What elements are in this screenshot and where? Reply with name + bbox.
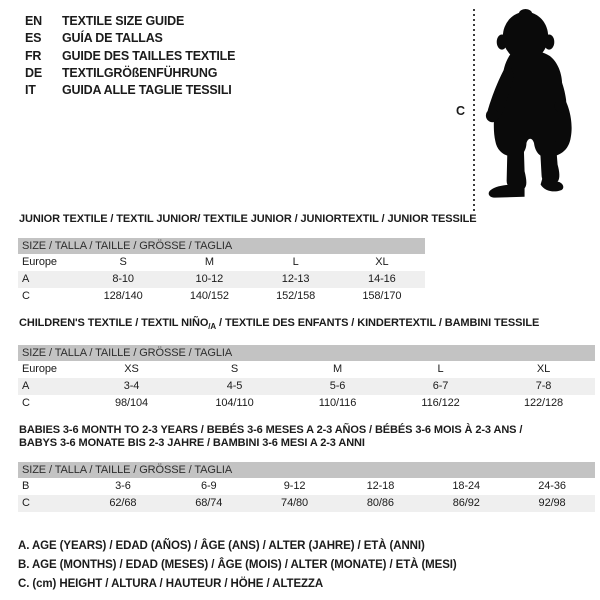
- cell-value: S: [119, 256, 127, 268]
- language-code: IT: [25, 83, 36, 98]
- cell-value: 86/92: [423, 495, 509, 512]
- row-label: Europe: [22, 363, 57, 376]
- footnote-age-years: A. AGE (YEARS) / EDAD (AÑOS) / ÂGE (ANS) / ALTER (JAHRE) / ETÀ (ANNI): [18, 540, 425, 553]
- cell-value: 18-24: [452, 480, 481, 493]
- cell-value: 158/170: [362, 290, 402, 302]
- row-label: B: [22, 480, 30, 493]
- cell-value: 7-8: [492, 378, 595, 395]
- language-row: [25, 30, 235, 47]
- cell-value: L: [292, 256, 299, 268]
- cell-value: S: [230, 363, 239, 376]
- cell-value: 5-6: [286, 378, 389, 395]
- cell-value: 6-9: [200, 480, 217, 493]
- cell-value: 80/86: [337, 495, 423, 512]
- children-title-subscript: /A: [208, 322, 217, 332]
- cell-value: 9-12: [283, 480, 306, 493]
- language-list: [25, 13, 235, 99]
- table-size-header-row: [18, 345, 595, 361]
- cell-value: 152/158: [276, 290, 316, 302]
- cell-value: 24-36: [538, 480, 566, 493]
- footnote-height: C. (cm) HEIGHT / ALTURA / HAUTEUR / HÖHE / ALTEZZA: [18, 578, 324, 591]
- cell-value: 116/122: [421, 397, 460, 410]
- language-row: [25, 48, 235, 65]
- table-row: [18, 361, 595, 378]
- table-size-header-row: [18, 462, 595, 478]
- cell-value: 3-6: [115, 480, 131, 493]
- cell-value: 140/152: [189, 290, 229, 302]
- cell-value: 14-16: [339, 271, 425, 288]
- table-row: [18, 478, 595, 495]
- cell-value: 12-13: [253, 271, 339, 288]
- table-size-header: SIZE / TALLA / TAILLE / GRÖSSE / TAGLIA: [18, 345, 595, 361]
- babies-title-line1: BABIES 3-6 MONTH TO 2-3 YEARS / BEBÉS 3-6 MESES A 2-3 AÑOS / BÉBÉS 3-6 MOIS À 2-3 ANS /: [19, 424, 523, 437]
- row-label: C: [22, 397, 30, 410]
- language-code: DE: [25, 65, 42, 80]
- table-row: [18, 378, 595, 395]
- row-label: A: [18, 271, 80, 288]
- cell-value: M: [204, 256, 214, 268]
- cell-value: 92/98: [509, 495, 595, 512]
- cell-value: 110/116: [318, 397, 357, 410]
- row-label: A: [18, 378, 80, 395]
- language-row: [25, 82, 235, 99]
- table-size-header: SIZE / TALLA / TAILLE / GRÖSSE / TAGLIA: [18, 462, 595, 478]
- children-title-text: / TEXTILE DES ENFANTS / KINDERTEXTIL / BAMBINI TESSILE: [216, 317, 540, 329]
- cell-value: 62/68: [80, 495, 166, 512]
- babies-table-title: [19, 424, 595, 450]
- language-code: EN: [25, 14, 42, 28]
- cell-value: 6-7: [389, 378, 492, 395]
- language-label: GUIDA ALLE TAGLIE TESSILI: [62, 83, 232, 98]
- cell-value: 3-4: [80, 378, 183, 395]
- junior-size-table: [18, 238, 425, 305]
- footnote-age-months: B. AGE (MONTHS) / EDAD (MESES) / ÂGE (MOIS) / ALTER (MONATE) / ETÀ (MESI): [18, 559, 457, 572]
- children-size-table: [18, 345, 595, 412]
- junior-table-title: JUNIOR TEXTILE / TEXTIL JUNIOR/ TEXTILE JUNIOR / JUNIORTEXTIL / JUNIOR TESSILE: [19, 213, 477, 225]
- babies-title-line2: BABYS 3-6 MONATE BIS 2-3 JAHRE / BAMBINI 3-6 MESI A 2-3 ANNI: [19, 437, 365, 450]
- table-row: [18, 495, 595, 512]
- cell-value: 4-5: [183, 378, 286, 395]
- table-row: [18, 395, 595, 412]
- table-size-header: SIZE / TALLA / TAILLE / GRÖSSE / TAGLIA: [18, 238, 425, 254]
- cell-value: 10-12: [166, 271, 252, 288]
- cell-value: XL: [375, 256, 389, 268]
- language-label: GUÍA DE TALLAS: [62, 31, 163, 46]
- table-row: [18, 271, 425, 288]
- children-table-title: [19, 317, 595, 333]
- language-code: ES: [25, 31, 42, 46]
- height-dotted-line: [473, 9, 475, 211]
- footnotes: [18, 537, 595, 594]
- cell-value: 122/128: [523, 397, 564, 410]
- table-row: [18, 254, 425, 271]
- cell-value: 128/140: [103, 290, 143, 302]
- cell-value: 74/80: [252, 495, 338, 512]
- language-row: [25, 13, 235, 30]
- row-label: C: [18, 495, 80, 512]
- cell-value: M: [332, 363, 343, 376]
- cell-value: XL: [536, 363, 551, 376]
- size-tables-section: [18, 213, 595, 594]
- cell-value: XS: [124, 363, 139, 376]
- row-label: C: [22, 290, 30, 302]
- size-guide-figure: [452, 3, 592, 215]
- height-measure-label: C: [456, 104, 466, 118]
- table-row: [18, 288, 425, 305]
- row-label: Europe: [22, 256, 57, 268]
- cell-value: 68/74: [166, 495, 252, 512]
- language-row: [25, 65, 235, 82]
- language-label: TEXTILGRÖßENFÜHRUNG: [62, 65, 218, 80]
- cell-value: 8-10: [80, 271, 166, 288]
- language-label: TEXTILE SIZE GUIDE: [62, 14, 185, 28]
- cell-value: 12-18: [366, 480, 395, 493]
- babies-size-table: [18, 462, 595, 512]
- cell-value: L: [437, 363, 444, 376]
- baby-silhouette-icon: [482, 9, 586, 209]
- children-title-text: CHILDREN'S TEXTILE / TEXTIL NIÑO: [19, 317, 209, 329]
- cell-value: 98/104: [114, 397, 149, 410]
- table-size-header-row: [18, 238, 425, 254]
- cell-value: 104/110: [215, 397, 254, 410]
- language-label: GUIDE DES TAILLES TEXTILE: [62, 48, 236, 63]
- language-code: FR: [25, 48, 42, 63]
